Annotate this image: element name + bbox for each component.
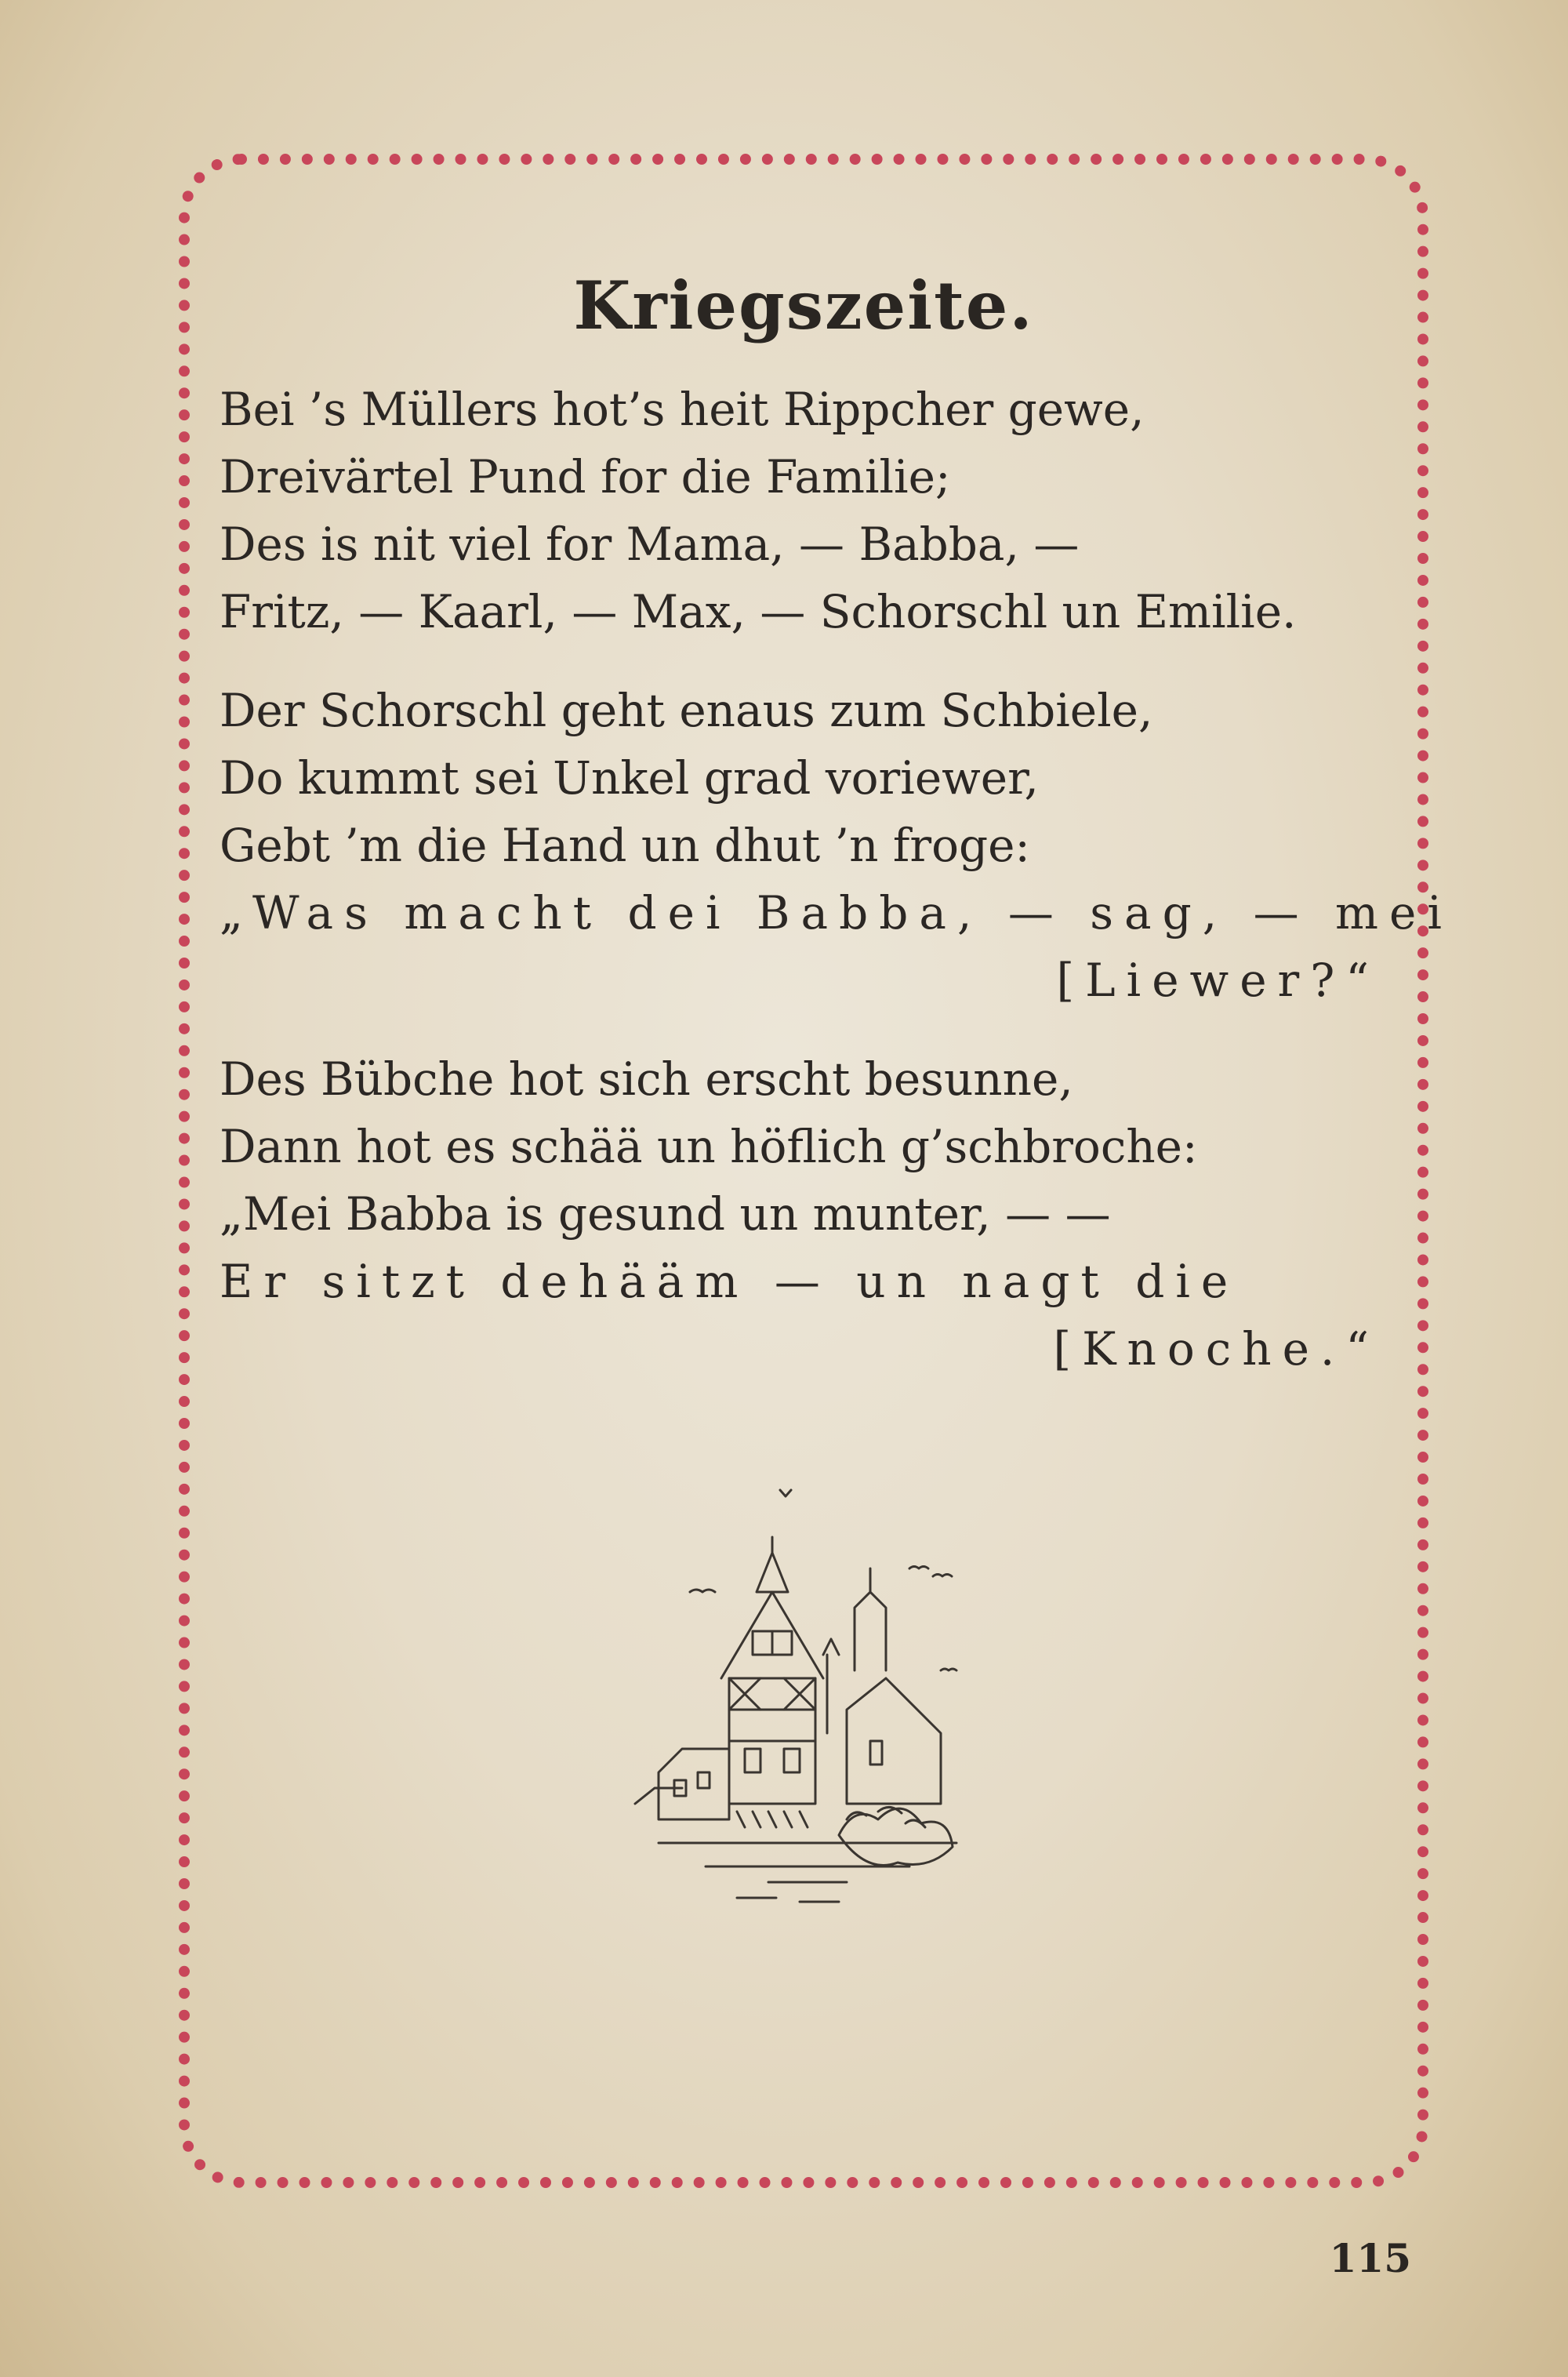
verse-line: Der Schorschl geht enaus zum Schbiele, [220,684,1153,737]
verse-line: Er sitzt dehääm — un nagt die [220,1255,1240,1308]
verse-line-continuation: [Liewer?“ [1056,954,1380,1007]
verse-line-continuation: [Knoche.“ [1053,1322,1380,1376]
verse-line: Des Bübche hot sich erscht besunne, [220,1052,1073,1106]
verse-line: „Mei Babba is gesund un munter, — — [220,1187,1111,1241]
verse-line: „Was macht dei Babba, — sag, — mei [220,886,1453,940]
poem [220,267,1453,1414]
verse-line: Des is nit viel for Mama, — Babba, — [220,518,1080,571]
verse-line: Bei ’s Müllers hot’s heit Rippcher gewe, [220,383,1145,436]
verse-line: Do kummt sei Unkel grad voriewer, [220,751,1039,805]
verse-line: Dann hot es schää un höflich g’schbroche: [220,1120,1198,1173]
village-vignette [612,1474,1004,1914]
stanza-2 [220,677,1453,1014]
verse-line: Gebt ’m die Hand un dhut ’n froge: [220,819,1030,872]
stanza-1 [220,376,1388,645]
verse-line: Dreivärtel Pund for die Familie; [220,450,951,503]
poem-title: Kriegszeite. [573,267,1034,344]
page-number: 115 [1329,2235,1411,2281]
verse-line: Fritz, — Kaarl, — Max, — Schorschl un Emilie. [220,585,1297,638]
stanza-3 [220,1045,1388,1383]
